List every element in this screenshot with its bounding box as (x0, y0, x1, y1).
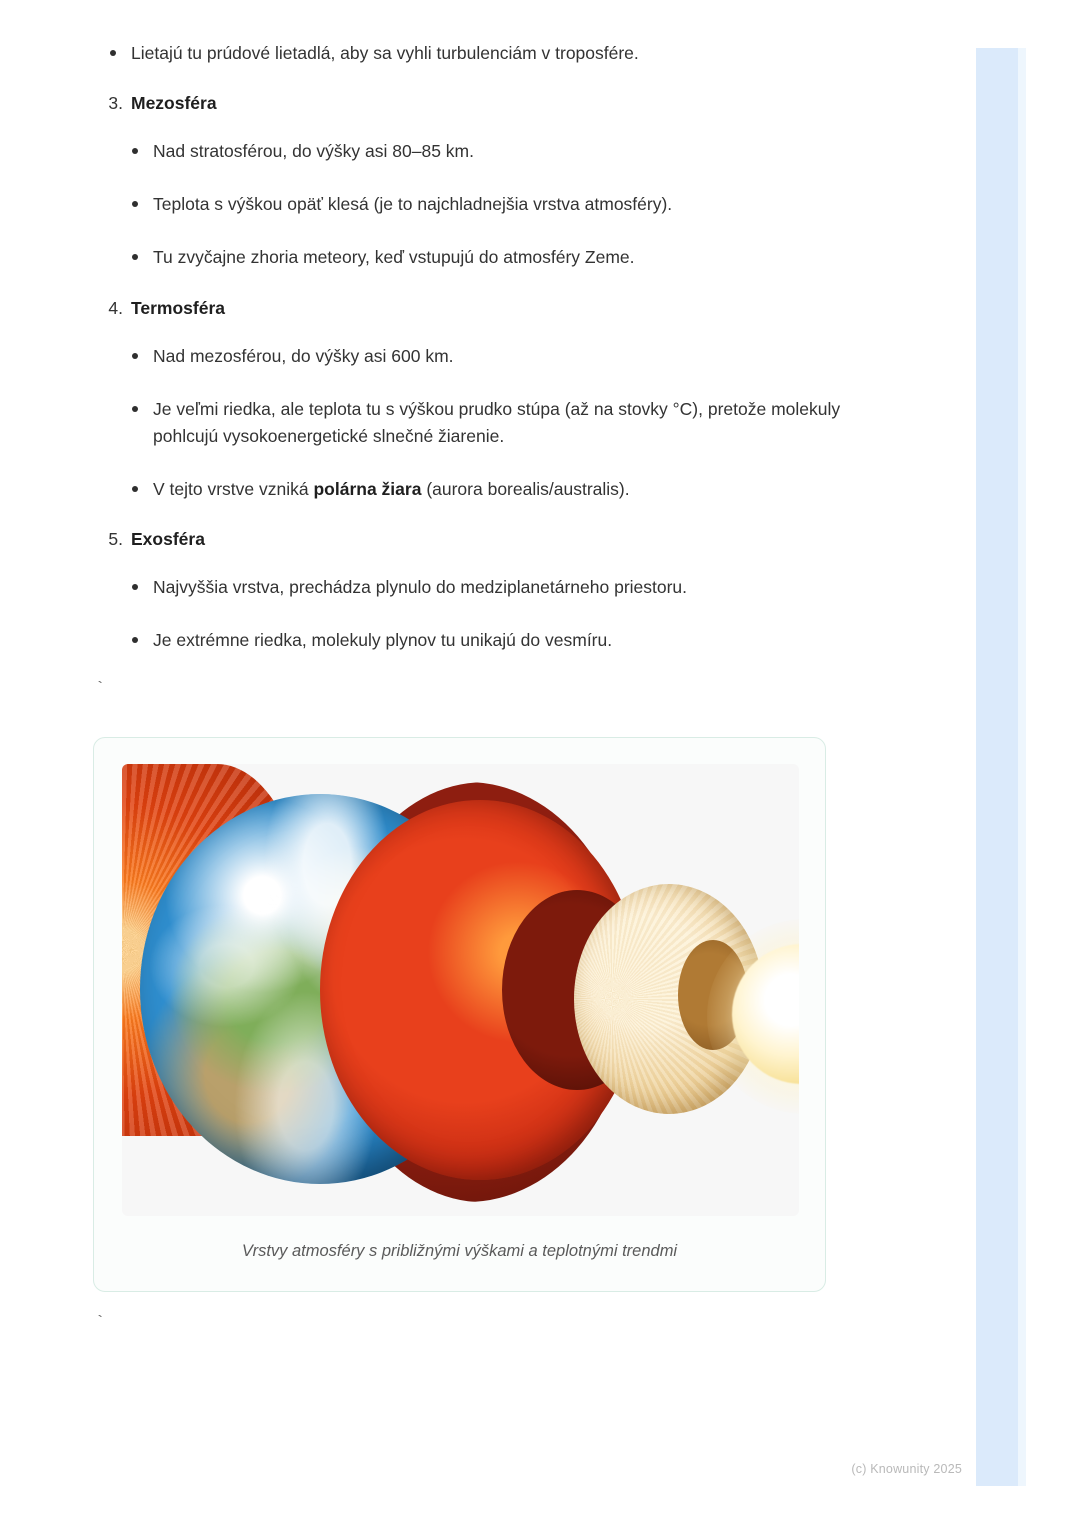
rich-prefix: V tejto vrstve vzniká (153, 478, 314, 499)
list-item: Tu zvyčajne zhoria meteory, keď vstupujú do atmosféry Zeme. (115, 244, 853, 271)
section-termosfera (93, 298, 853, 504)
list-item: Lietajú tu prúdové lietadlá, aby sa vyhli turbulenciám v troposfére. (93, 40, 853, 67)
list-item: Nad stratosférou, do výšky asi 80–85 km. (115, 138, 853, 165)
section-bullet-list (115, 138, 853, 271)
list-item: Najvyššia vrstva, prechádza plynulo do medziplanetárneho priestoru. (115, 574, 853, 601)
copyright-footer: (c) Knowunity 2025 (851, 1462, 962, 1476)
section-bullet-list (115, 343, 853, 504)
section-heading (93, 298, 853, 319)
section-title: Mezosféra (131, 93, 217, 114)
backtick-marker-top: ` (95, 680, 106, 700)
right-edge-band (976, 48, 1018, 1486)
list-item: Nad mezosférou, do výšky asi 600 km. (115, 343, 853, 370)
section-number: 3. (108, 93, 123, 114)
section-number: 4. (108, 297, 123, 318)
section-exosfera (93, 529, 853, 654)
section-heading (93, 529, 853, 550)
section-heading (93, 93, 853, 114)
section-title: Termosféra (131, 297, 226, 318)
figure-card (93, 737, 826, 1292)
section-number: 5. (108, 529, 123, 549)
list-item-rich (115, 476, 853, 503)
document-content (93, 40, 853, 1333)
list-item: Teplota s výškou opäť klesá (je to najchladnejšia vrstva atmosféry). (115, 191, 853, 218)
figure-caption: Vrstvy atmosféry s približnými výškami a teplotnými trendmi (241, 1242, 678, 1261)
rich-suffix: (aurora borealis/australis). (421, 478, 630, 499)
earth-cutaway-layers-illustration (122, 764, 799, 1216)
list-item: Je extrémne riedka, molekuly plynov tu unikajú do vesmíru. (115, 627, 853, 654)
rich-bold-term: polárna žiara (313, 478, 422, 499)
backtick-marker-bottom: ` (95, 1314, 106, 1334)
right-edge-light-strip (1018, 48, 1026, 1486)
intro-bullet-list (93, 40, 853, 67)
section-title: Exosféra (131, 529, 205, 549)
section-bullet-list (115, 574, 853, 654)
section-mezosfera (93, 93, 853, 271)
list-item: Je veľmi riedka, ale teplota tu s výškou prudko stúpa (až na stovky °C), pretože molekuly pohlcujú vysokoenergetické slnečné žiarenie. (115, 396, 853, 450)
earth-scene (122, 764, 799, 1216)
